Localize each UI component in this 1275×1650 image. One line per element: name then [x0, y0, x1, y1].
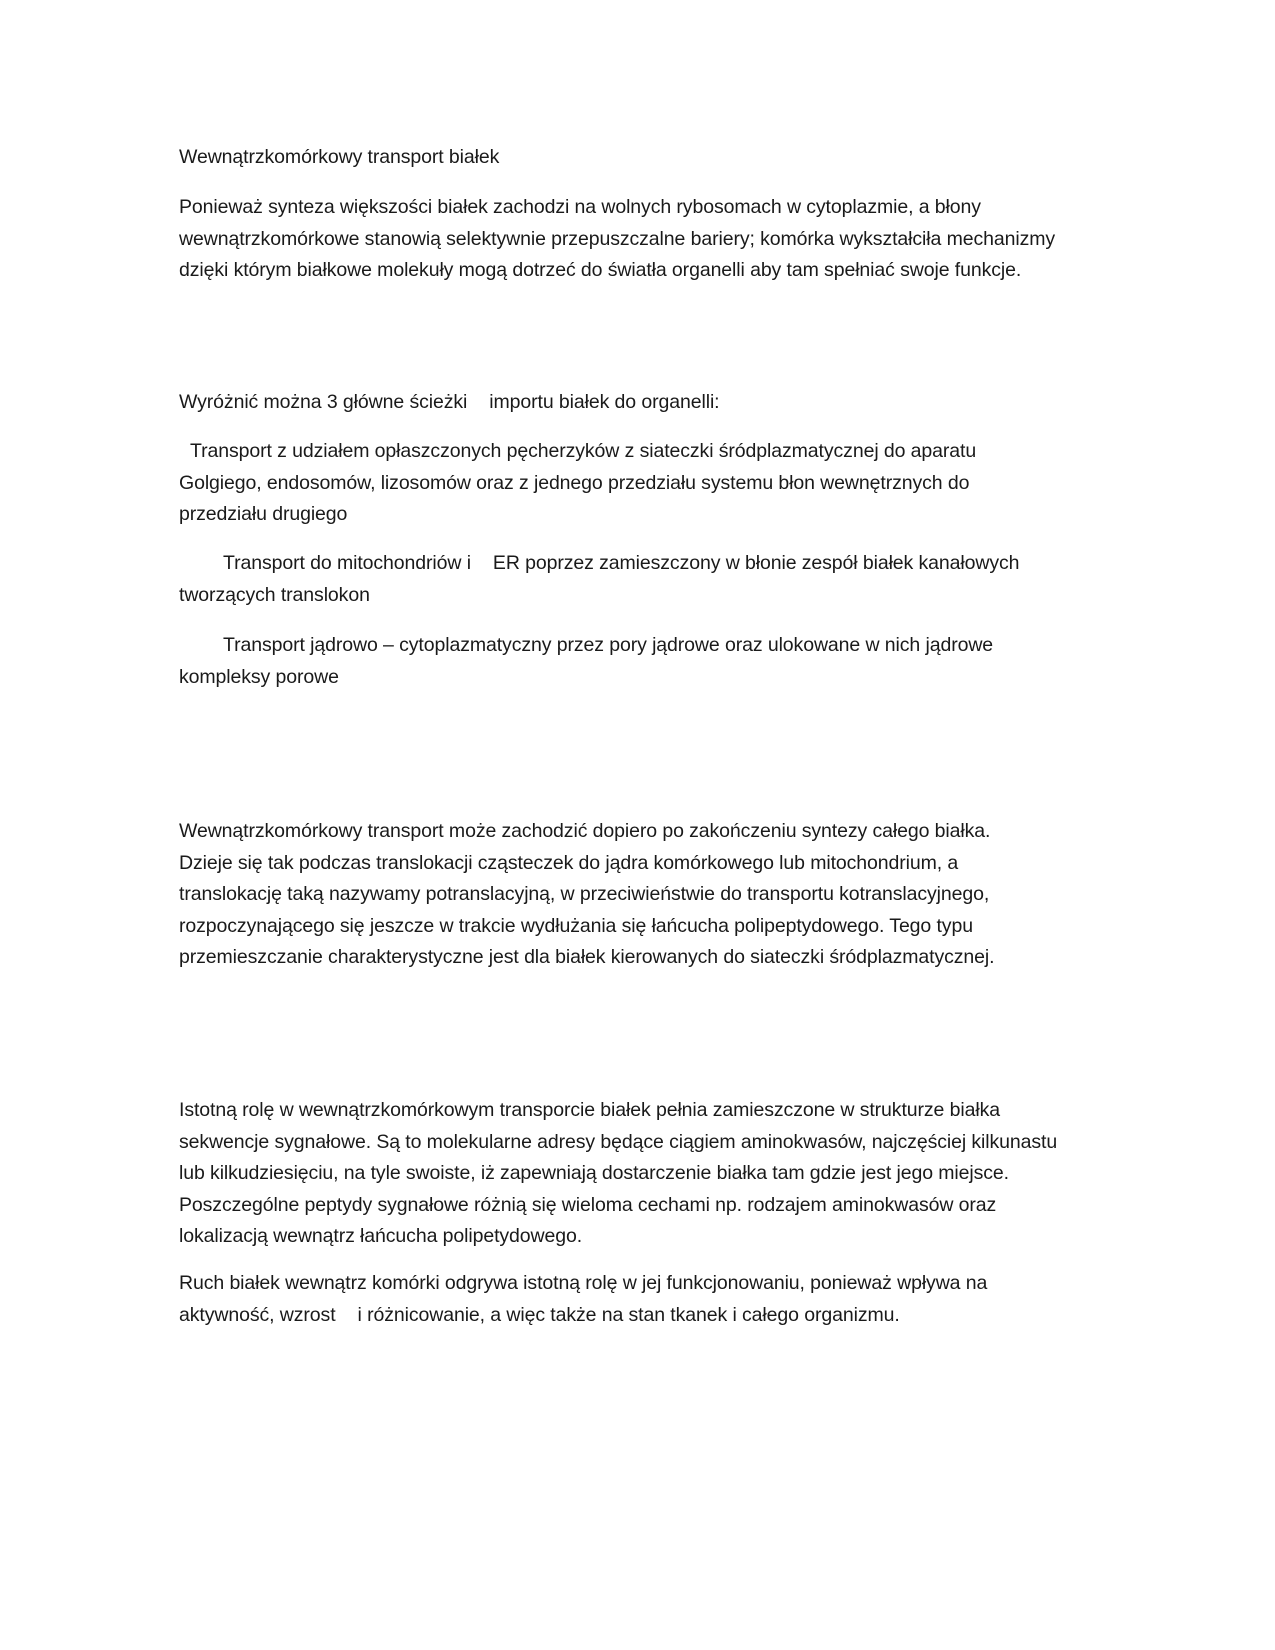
movement-part-b: i różnicowanie, a więc także na stan tkanek i całego organizmu. — [357, 1303, 900, 1326]
document-title: Wewnątrzkomórkowy transport białek — [179, 146, 500, 168]
pathways-intro-part-b: importu białek do organelli: — [489, 391, 720, 413]
movement-part-a: Ruch białek wewnątrz komórki odgrywa istotną rolę w jej funkcjonowaniu, ponieważ wpływa na aktywność, wzrost — [179, 1272, 988, 1326]
pathway-item-nuclear: Transport jądrowo – cytoplazmatyczny przez pory jądrowe oraz ulokowane w nich jądrowe kompleksy porowe — [179, 634, 994, 688]
pathway-2-part-a: Transport do mitochondriów i — [223, 552, 471, 574]
pathway-item-mitochondria-er — [179, 548, 1059, 611]
pathway-item-vesicular: Transport z udziałem opłaszczonych pęcherzyków z siateczki śródplazmatycznej do aparatu Golgiego, endosomów, lizosomów oraz z jednego przedziału systemu błon wewnętrznych do przedziału drugiego — [179, 440, 977, 525]
pathways-intro-part-a: Wyróżnić można 3 główne ścieżki — [179, 391, 468, 413]
pathway-2-part-b: ER poprzez zamieszczony w błonie zespół białek kanałowych tworzących translokon — [179, 552, 1020, 606]
post-translational-paragraph: Wewnątrzkomórkowy transport może zachodzić dopiero po zakończeniu syntezy całego białka. Dzieje się tak podczas translokacji cząsteczek do jądra komórkowego lub mitochondrium, a translokację taką nazywamy potranslacyjną, w przeciwieństwie do transportu kotranslacyjnego, rozpoczynającego się jeszcze w trakcie wydłużania się łańcucha polipeptydowego. Tego typu przemieszczanie charakterystyczne jest dla białek kierowanych do siateczki śródplazmatycznej. — [179, 820, 995, 968]
pathways-intro-paragraph — [179, 387, 1059, 419]
signal-sequences-paragraph: Istotną rolę w wewnątrzkomórkowym transporcie białek pełnia zamieszczone w strukturze białka sekwencje sygnałowe. Są to molekularne adresy będące ciągiem aminokwasów, najczęściej kilkunastu lub kilkudziesięciu, na tyle swoiste, iż zapewniają dostarczenie białka tam gdzie jest jego miejsce. Poszczególne peptydy sygnałowe różnią się wieloma cechami np. rodzajem aminokwasów oraz lokalizacją wewnątrz łańcucha polipetydowego. — [179, 1099, 1058, 1247]
protein-movement-paragraph — [179, 1268, 1059, 1331]
intro-paragraph: Ponieważ synteza większości białek zachodzi na wolnych rybosomach w cytoplazmie, a błony wewnątrzkomórkowe stanowią selektywnie przepuszczalne bariery; komórka wykształciła mechanizmy dzięki którym białkowe molekuły mogą dotrzeć do światła organelli aby tam spełniać swoje funkcje. — [179, 196, 1056, 281]
